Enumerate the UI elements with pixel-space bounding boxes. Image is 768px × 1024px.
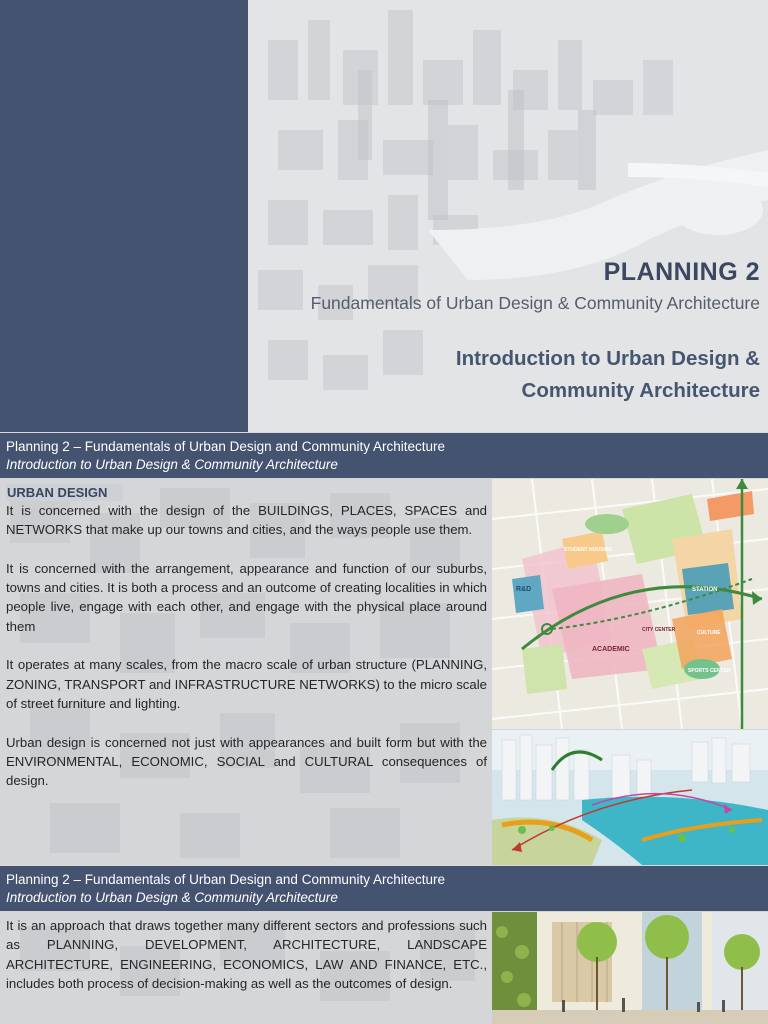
map-label-culture: CULTURE — [697, 630, 721, 636]
map-label-city-center: CITY CENTER — [642, 627, 676, 633]
urban-design-approach-slide — [0, 866, 768, 1024]
paragraph-scales: It operates at many scales, from the macro scale of urban structure (PLANNING, ZONING, TRANSPORT and INFRASTRUCTURE NETWORKS) to the micro scale of street furniture and lighting. — [6, 657, 487, 711]
course-title: Planning 2 – Fundamentals of Urban Design and Community Architecture — [6, 439, 445, 454]
map-label-academic: ACADEMIC — [592, 646, 630, 653]
lecture-subtitle: Introduction to Urban Design & Community Architecture — [6, 890, 338, 905]
street-scene-image — [492, 912, 768, 1024]
lecture-title-line-1: Introduction to Urban Design & — [455, 347, 760, 370]
approach-body — [6, 916, 487, 993]
map-label-station: STATION — [692, 587, 718, 593]
paragraph-consequences: Urban design is concerned not just with appearances and built form but with the ENVIRONMENTAL, ECONOMIC, SOCIAL and CULTURAL consequences of design. — [6, 734, 487, 789]
urban-design-slide — [0, 433, 768, 865]
paragraph-arrangement: It is concerned with the arrangement, appearance and function of our suburbs, towns and cities. It is both a process and an outcome of creating localities in which people live, engage with each other, and engage with the physical place around them — [6, 560, 487, 634]
paragraph-approach: It is an approach that draws together many different sectors and professions such as PLANNING, DEVELOPMENT, ARCHITECTURE, LANDSCAPE ARCHITECTURE, ENGINEERING, ECONOMICS, LAW AND FINANCE, ETC., includes both process of decision-making as well as the outcomes of design. — [6, 918, 487, 991]
left-navy-panel — [0, 0, 248, 432]
map-label-student-housing: STUDENT HOUSING — [564, 547, 613, 553]
urban-design-body — [6, 501, 487, 790]
slide-subtitle: Fundamentals of Urban Design & Community Architecture — [310, 293, 760, 313]
lecture-subtitle: Introduction to Urban Design & Community Architecture — [6, 457, 338, 472]
slide-header — [0, 433, 768, 478]
lecture-title-line-2: Community Architecture — [521, 379, 760, 402]
master-plan-map-image — [492, 479, 768, 729]
map-label-sports-center: SPORTS CENTER — [688, 668, 731, 674]
map-label-rd: R&D — [516, 586, 532, 593]
section-heading: URBAN DESIGN — [6, 484, 123, 501]
course-title: Planning 2 – Fundamentals of Urban Design and Community Architecture — [6, 872, 445, 887]
paragraph-buildings: It is concerned with the design of the BUILDINGS, PLACES, SPACES and NETWORKS that make up our towns and cities, and the ways people use them. — [6, 503, 487, 538]
slide-title: PLANNING 2 — [603, 258, 760, 286]
title-slide — [0, 0, 768, 432]
waterfront-perspective-image — [492, 730, 768, 865]
lecture-title — [456, 343, 760, 407]
slide-header — [0, 866, 768, 911]
